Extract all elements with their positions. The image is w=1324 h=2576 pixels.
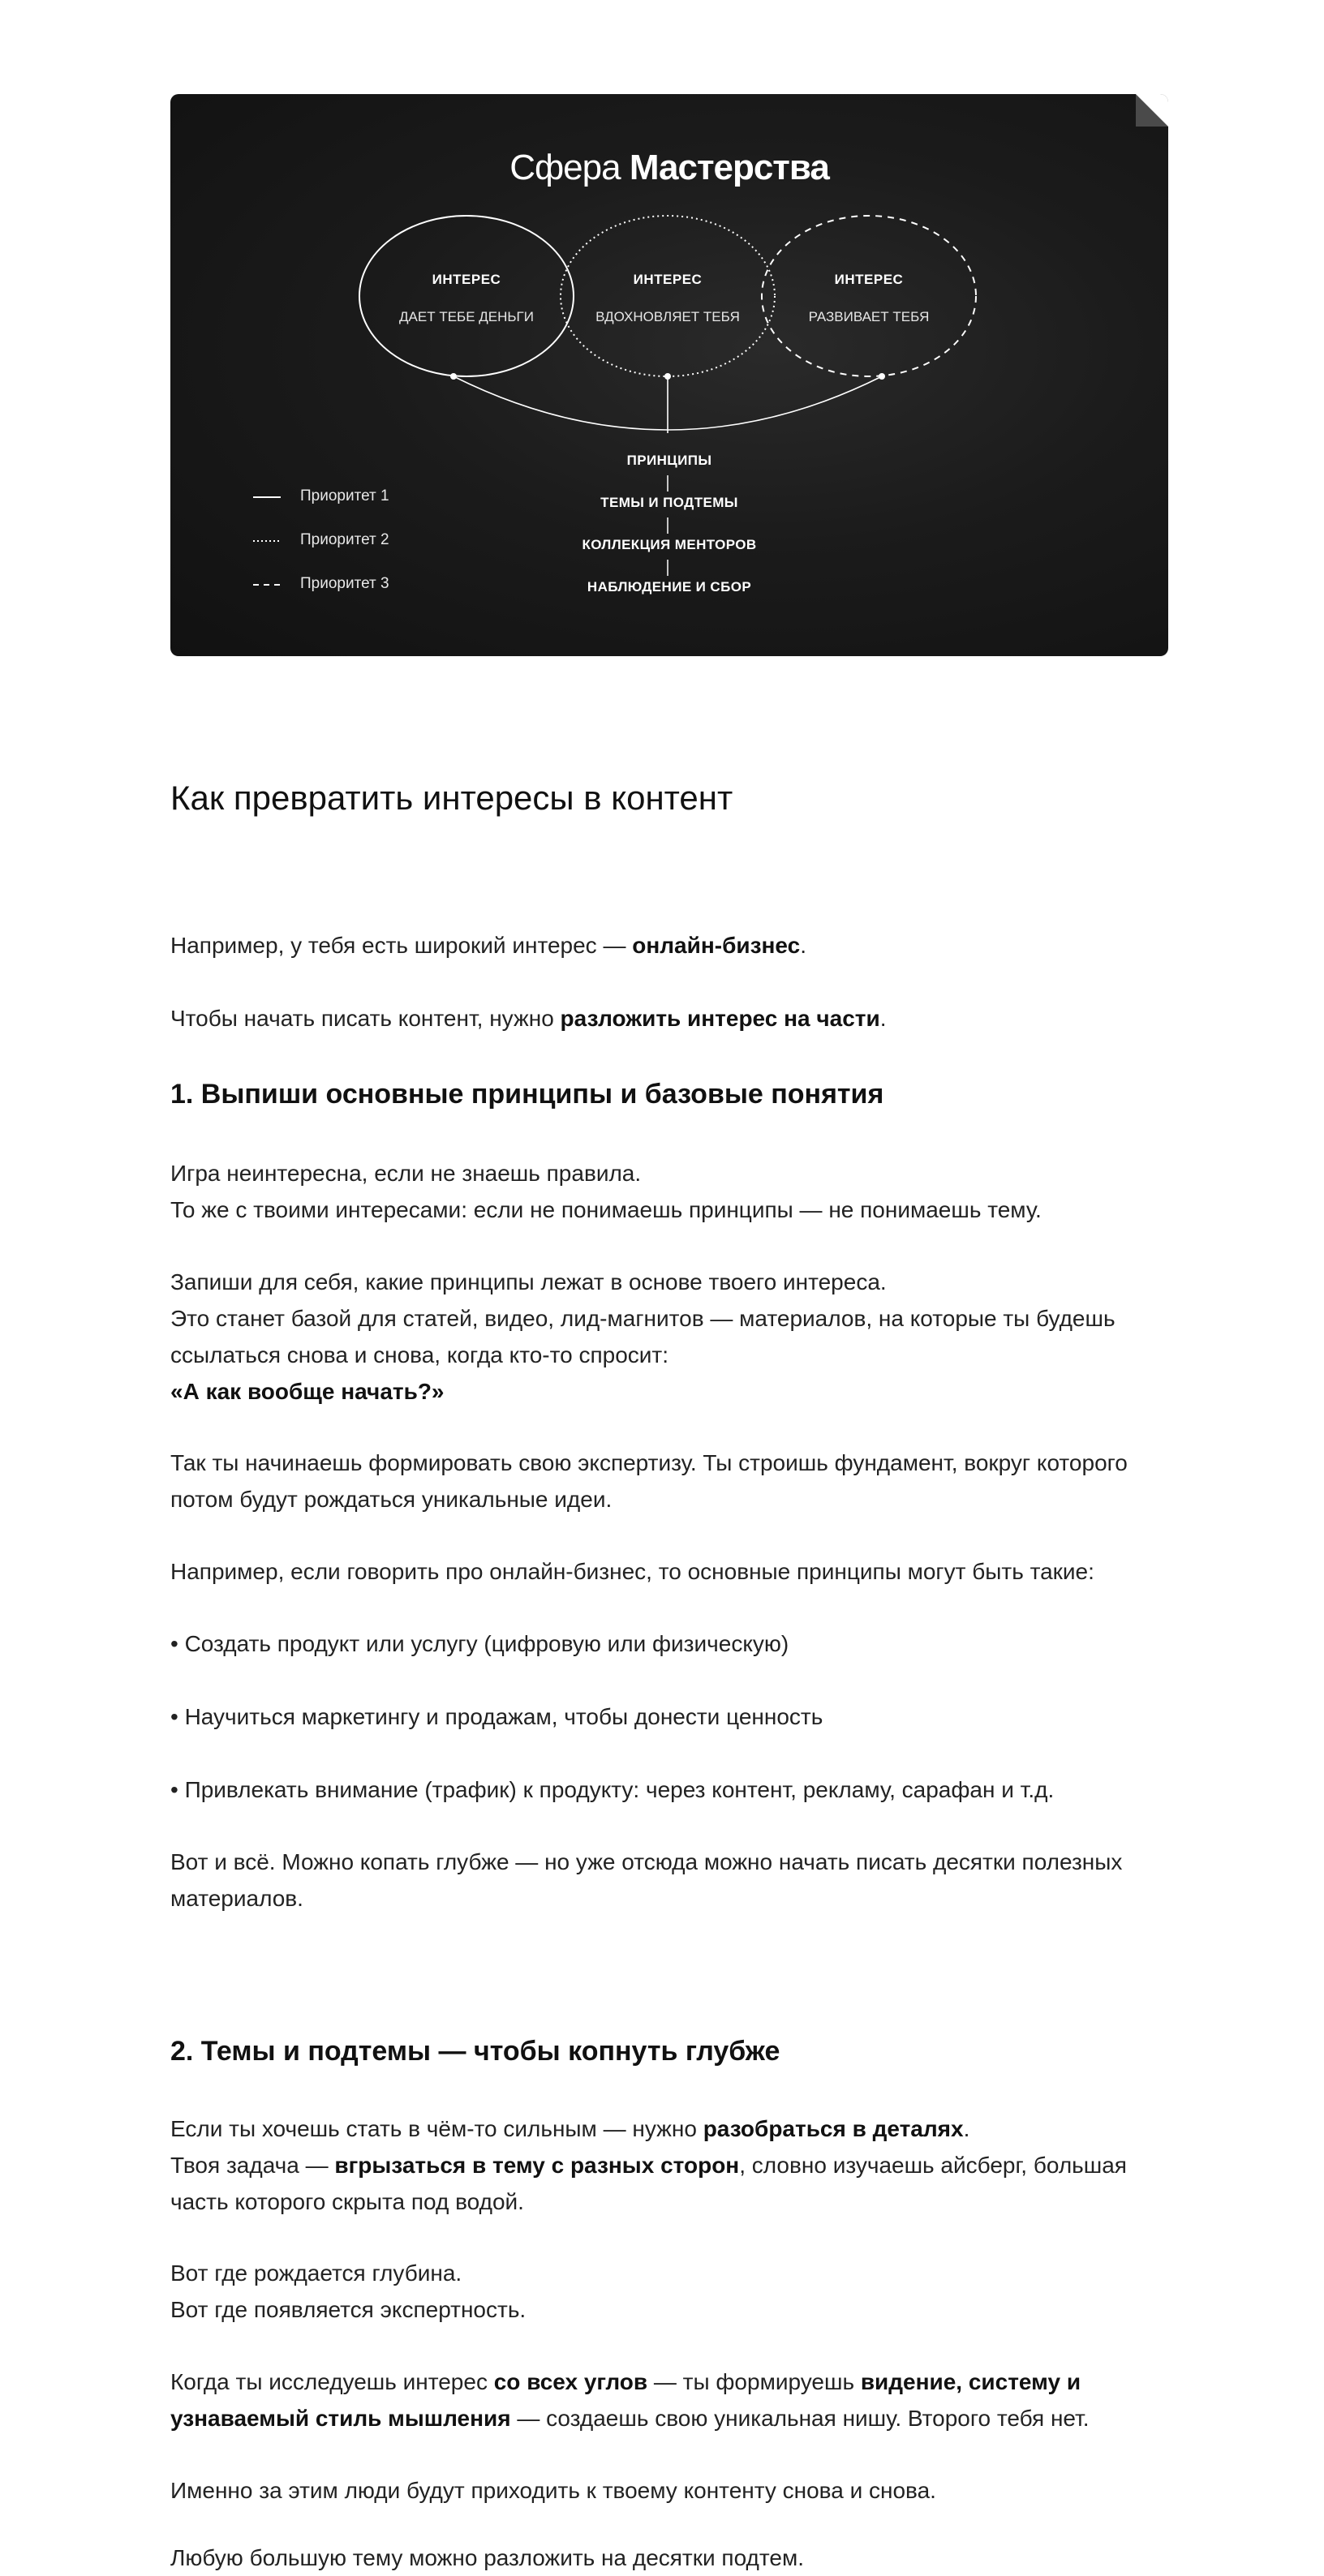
circle-caption: ДАЕТ ТЕБЕ ДЕНЬГИ xyxy=(399,309,534,324)
paragraph-intro: Например, у тебя есть широкий интерес — онлайн-бизнес. xyxy=(170,933,806,958)
circle-heading: ИНТЕРЕС xyxy=(432,272,501,287)
legend-priority-1: Приоритет 1 xyxy=(300,487,389,504)
heading-topics: 2. Темы и подтемы — чтобы копнуть глубже xyxy=(170,2036,780,2067)
paragraph-split: Чтобы начать писать контент, нужно разложить интерес на части. xyxy=(170,1006,887,1031)
bullet-item: • Научиться маркетингу и продажам, чтобы донести ценность xyxy=(170,1704,823,1729)
paragraph-return: Именно за этим люди будут приходить к твоему контенту снова и снова. xyxy=(170,2478,936,2503)
circle-label-develop xyxy=(772,272,966,325)
paragraph-details: Если ты хочешь стать в чём-то сильным — нужно разобраться в деталях. Твоя задача — вгрызаться в тему с разных сторон, словно изучаешь айсберг, большая часть которого скрыта под водой. xyxy=(170,2116,1127,2214)
circle-heading: ИНТЕРЕС xyxy=(633,272,703,287)
paragraph-example: Например, если говорить про онлайн-бизнес, то основные принципы могут быть такие: xyxy=(170,1559,1094,1584)
bullet-item: • Создать продукт или услугу (цифровую или физическую) xyxy=(170,1631,789,1656)
stack-item-mentors: КОЛЛЕКЦИЯ МЕНТОРОВ xyxy=(582,537,757,552)
mastery-sphere-card xyxy=(170,94,1168,656)
circle-label-inspire xyxy=(570,272,765,325)
heading-principles: 1. Выпиши основные принципы и базовые понятия xyxy=(170,1079,884,1110)
legend-priority-3: Приоритет 3 xyxy=(300,575,389,592)
paragraph-subtopics: Любую большую тему можно разложить на десятки подтем. xyxy=(170,2545,804,2570)
node-left xyxy=(450,373,457,380)
card-title xyxy=(170,148,1168,188)
paragraph-expertise: Так ты начинаешь формировать свою экспертизу. Ты строишь фундамент, вокруг которого потом будут рождаться уникальные идеи. xyxy=(170,1450,1128,1512)
paragraph-depth: Вот где рождается глубина. Вот где появляется экспертность. xyxy=(170,2260,527,2322)
paragraph-rules: Игра неинтересна, если не знаешь правила. То же с твоими интересами: если не понимаешь принципы — не понимаешь тему. xyxy=(170,1161,1042,1222)
page-fold-corner xyxy=(1136,94,1168,127)
stack-item-observation: НАБЛЮДЕНИЕ И СБОР xyxy=(587,579,752,595)
section-title: Как превратить интересы в контент xyxy=(170,779,733,817)
legend-priority-2: Приоритет 2 xyxy=(300,531,389,548)
node-right xyxy=(879,373,885,380)
circle-caption: РАЗВИВАЕТ ТЕБЯ xyxy=(808,309,930,324)
card-title-light: Сфера xyxy=(509,148,621,187)
card-title-bold: Мастерства xyxy=(629,148,829,187)
circle-caption: ВДОХНОВЛЯЕТ ТЕБЯ xyxy=(595,309,740,324)
paragraph-conclusion: Вот и всё. Можно копать глубже — но уже отсюда можно начать писать десятки полезных материалов. xyxy=(170,1849,1123,1911)
node-center xyxy=(664,373,671,380)
paragraph-angles: Когда ты исследуешь интерес со всех углов — ты формируешь видение, систему и узнаваемый стиль мышления — создаешь свою уникальная нишу. Второго тебя нет. xyxy=(170,2369,1090,2431)
circle-heading: ИНТЕРЕС xyxy=(834,272,904,287)
stack-item-principles: ПРИНЦИПЫ xyxy=(626,453,712,468)
circle-label-money xyxy=(369,272,564,325)
bullet-item: • Привлекать внимание (трафик) к продукту: через контент, рекламу, сарафан и т.д. xyxy=(170,1777,1055,1802)
stack-item-topics: ТЕМЫ И ПОДТЕМЫ xyxy=(600,495,738,510)
paragraph-foundation: Запиши для себя, какие принципы лежат в основе твоего интереса. Это станет базой для статей, видео, лид-магнитов — материалов, на которые ты будешь ссылаться снова и снова, когда кто-то спросит: «А как вообще начать?» xyxy=(170,1269,1116,1404)
